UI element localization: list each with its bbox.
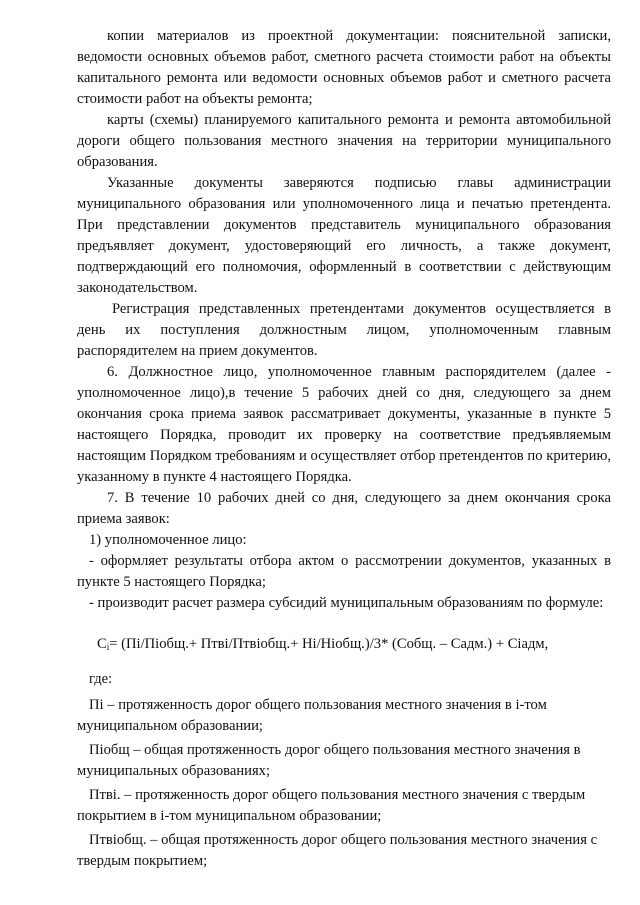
subsidy-formula: [77, 634, 611, 658]
formula-subscript: i: [106, 642, 110, 652]
spacer: [77, 614, 611, 634]
definition-item: Пiобщ – общая протяженность дорог общего пользования местного значения в муниципальных образованиях;: [77, 742, 581, 779]
definition-item: Птвi. – протяженность дорог общего пользования местного значения с твердым покрытием в i-том муниципальном образовании;: [77, 787, 586, 824]
paragraph-registration: Регистрация представленных претендентами документов осуществляется в день их поступления должностным лицом, уполномоченным главным распорядителем на прием документов.: [77, 301, 611, 359]
paragraph-project-documents: копии материалов из проектной документации: пояснительной записки, ведомости основных объемов работ, сметного расчета стоимости работ на объекты капитального ремонта или ведомости основных объемов работ и сметного расчета стоимости работ на объекты ремонта;: [77, 28, 611, 107]
where-label: где:: [89, 671, 113, 687]
paragraph-subsidy-calculation: - производит расчет размера субсидий муниципальным образованиям по формуле:: [89, 595, 604, 611]
formula-lhs: C: [97, 636, 107, 652]
paragraph-selection-act: - оформляет результаты отбора актом о рассмотрении документов, указанных в пункте 5 настоящего Порядка;: [77, 553, 611, 590]
paragraph-documents-certification: Указанные документы заверяются подписью главы администрации муниципального образования или уполномоченного лица и печатью претендента. При представлении документов представитель муниципального образования предъявляет документ, удостоверяющий его личность, а также документ, подтверждающий его полномочия, оформленный в соответствии с действующим законодательством.: [77, 175, 611, 296]
definition-item: Птвiобщ. – общая протяженность дорог общего пользования местного значения с твердым покрытием;: [77, 832, 598, 869]
formula-definitions: [77, 669, 611, 872]
paragraph-item-7: 7. В течение 10 рабочих дней со дня, следующего за днем окончания срока приема заявок:: [77, 490, 611, 527]
formula-rhs: = (Пi/Пiобщ.+ Птвi/Птвiобщ.+ Нi/Нiобщ.)/3* (Собщ. – Садм.) + Сiадм,: [109, 636, 549, 652]
document-body: [77, 26, 611, 658]
paragraph-item-6: 6. Должностное лицо, уполномоченное главным распорядителем (далее - уполномоченное лицо),в течение 5 рабочих дней со дня, следующего за днем окончания срока приема заявок рассматривает документы, указанные в пункте 5 настоящего Порядка, проводит их проверку на соответствие предъявляемым настоящим Порядком требованиям и осуществляет отбор претендентов по критерию, указанному в пункте 4 настоящего Порядка.: [77, 364, 611, 485]
paragraph-road-maps: карты (схемы) планируемого капитального ремонта и ремонта автомобильной дороги общего пользования местного значения на территории муниципального образования.: [77, 112, 611, 170]
definition-item: Пi – протяженность дорог общего пользования местного значения в i-том муниципальном образовании;: [77, 697, 547, 734]
paragraph-authorized-person: 1) уполномоченное лицо:: [89, 532, 247, 548]
